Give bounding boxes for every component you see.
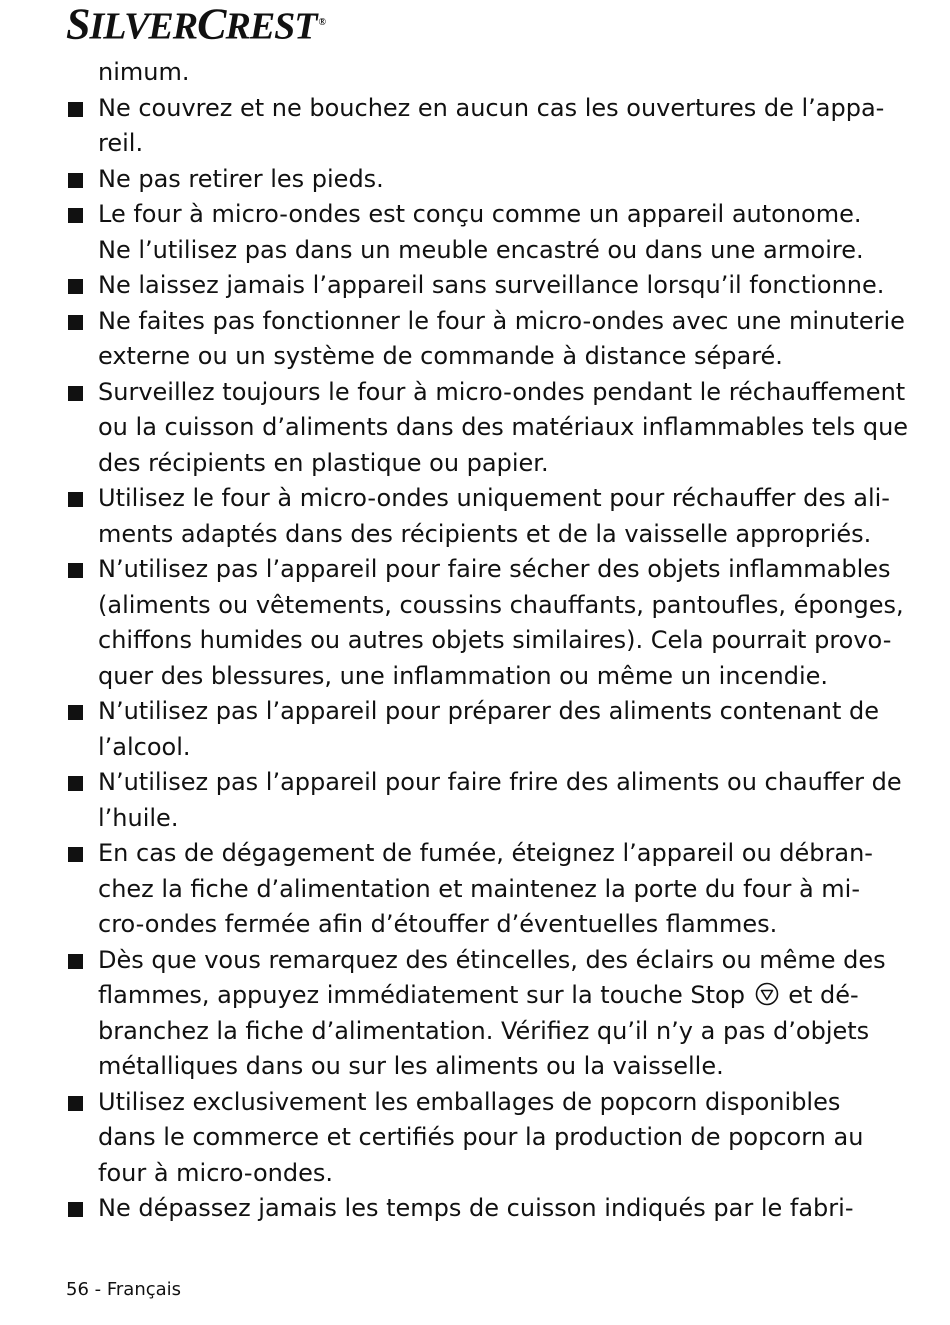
safety-list <box>66 55 909 1227</box>
list-item: En cas de dégagement de fumée, éteignez l’appareil ou débran- chez la fiche d’alimentation et maintenez la porte du four à mi- cro-ondes fermée afin d’étouffer d’éventuelles flammes. <box>66 836 866 943</box>
square-bullet-icon <box>68 492 83 507</box>
page-footer: 56 - Français <box>66 1279 182 1300</box>
square-bullet-icon <box>68 705 83 720</box>
list-item: N’utilisez pas l’appareil pour préparer des aliments contenant de l’alcool. <box>66 694 866 765</box>
list-item: Utilisez le four à micro-ondes uniquement pour réchauffer des ali- ments adaptés dans des récipients et de la vaisselle appropriés. <box>66 481 866 552</box>
square-bullet-icon <box>68 1096 83 1111</box>
square-bullet-icon <box>68 847 83 862</box>
list-item: Ne dépassez jamais les temps de cuisson indiqués par le fabri- <box>66 1191 866 1227</box>
continued-text: nimum. <box>98 58 190 86</box>
list-item: N’utilisez pas l’appareil pour faire sécher des objets inflammables (aliments ou vêtements, coussins chauffants, pantoufles, éponges, chiffons humides ou autres objets similaires). Cela pourrait provo- quer des blessures, une inflammation ou même un incendie. <box>66 552 866 694</box>
list-item: Ne pas retirer les pieds. <box>66 162 866 198</box>
square-bullet-icon <box>68 102 83 117</box>
square-bullet-icon <box>68 279 83 294</box>
square-bullet-icon <box>68 386 83 401</box>
square-bullet-icon <box>68 208 83 223</box>
square-bullet-icon <box>68 776 83 791</box>
list-item: Dès que vous remarquez des étincelles, des éclairs ou même des flammes, appuyez immédiatement sur la touche Stop et dé- branchez la fiche d’alimentation. Vérifiez qu’il n’y a pas d’objets métalliques dans ou sur les aliments ou la vaisselle. <box>66 943 866 1085</box>
list-item: Ne faites pas fonctionner le four à micro-ondes avec une minuterie externe ou un système de commande à distance séparé. <box>66 304 866 375</box>
list-item: Le four à micro-ondes est conçu comme un appareil autonome. Ne l’utilisez pas dans un meuble encastré ou dans une armoire. <box>66 197 866 268</box>
stop-line: flammes, appuyez immédiatement sur la touche Stop et dé- <box>98 981 859 1009</box>
square-bullet-icon <box>68 1202 83 1217</box>
square-bullet-icon <box>68 563 83 578</box>
square-bullet-icon <box>68 315 83 330</box>
list-item: Ne couvrez et ne bouchez en aucun cas les ouvertures de l’appa- reil. <box>66 91 866 162</box>
square-bullet-icon <box>68 954 83 969</box>
list-item: Ne laissez jamais l’appareil sans surveillance lorsqu’il fonctionne. <box>66 268 866 304</box>
list-item: N’utilisez pas l’appareil pour faire frire des aliments ou chauffer de l’huile. <box>66 765 866 836</box>
square-bullet-icon <box>68 173 83 188</box>
stop-button-icon <box>755 982 779 1006</box>
silvercrest-logo: SILVERCREST ® <box>66 0 326 49</box>
list-item: Surveillez toujours le four à micro-ondes pendant le réchauffement ou la cuisson d’aliments dans des matériaux inflammables tels que des récipients en plastique ou papier. <box>66 375 866 482</box>
list-item: Utilisez exclusivement les emballages de popcorn disponibles dans le commerce et certifiés pour la production de popcorn au four à micro-ondes. <box>66 1085 866 1192</box>
